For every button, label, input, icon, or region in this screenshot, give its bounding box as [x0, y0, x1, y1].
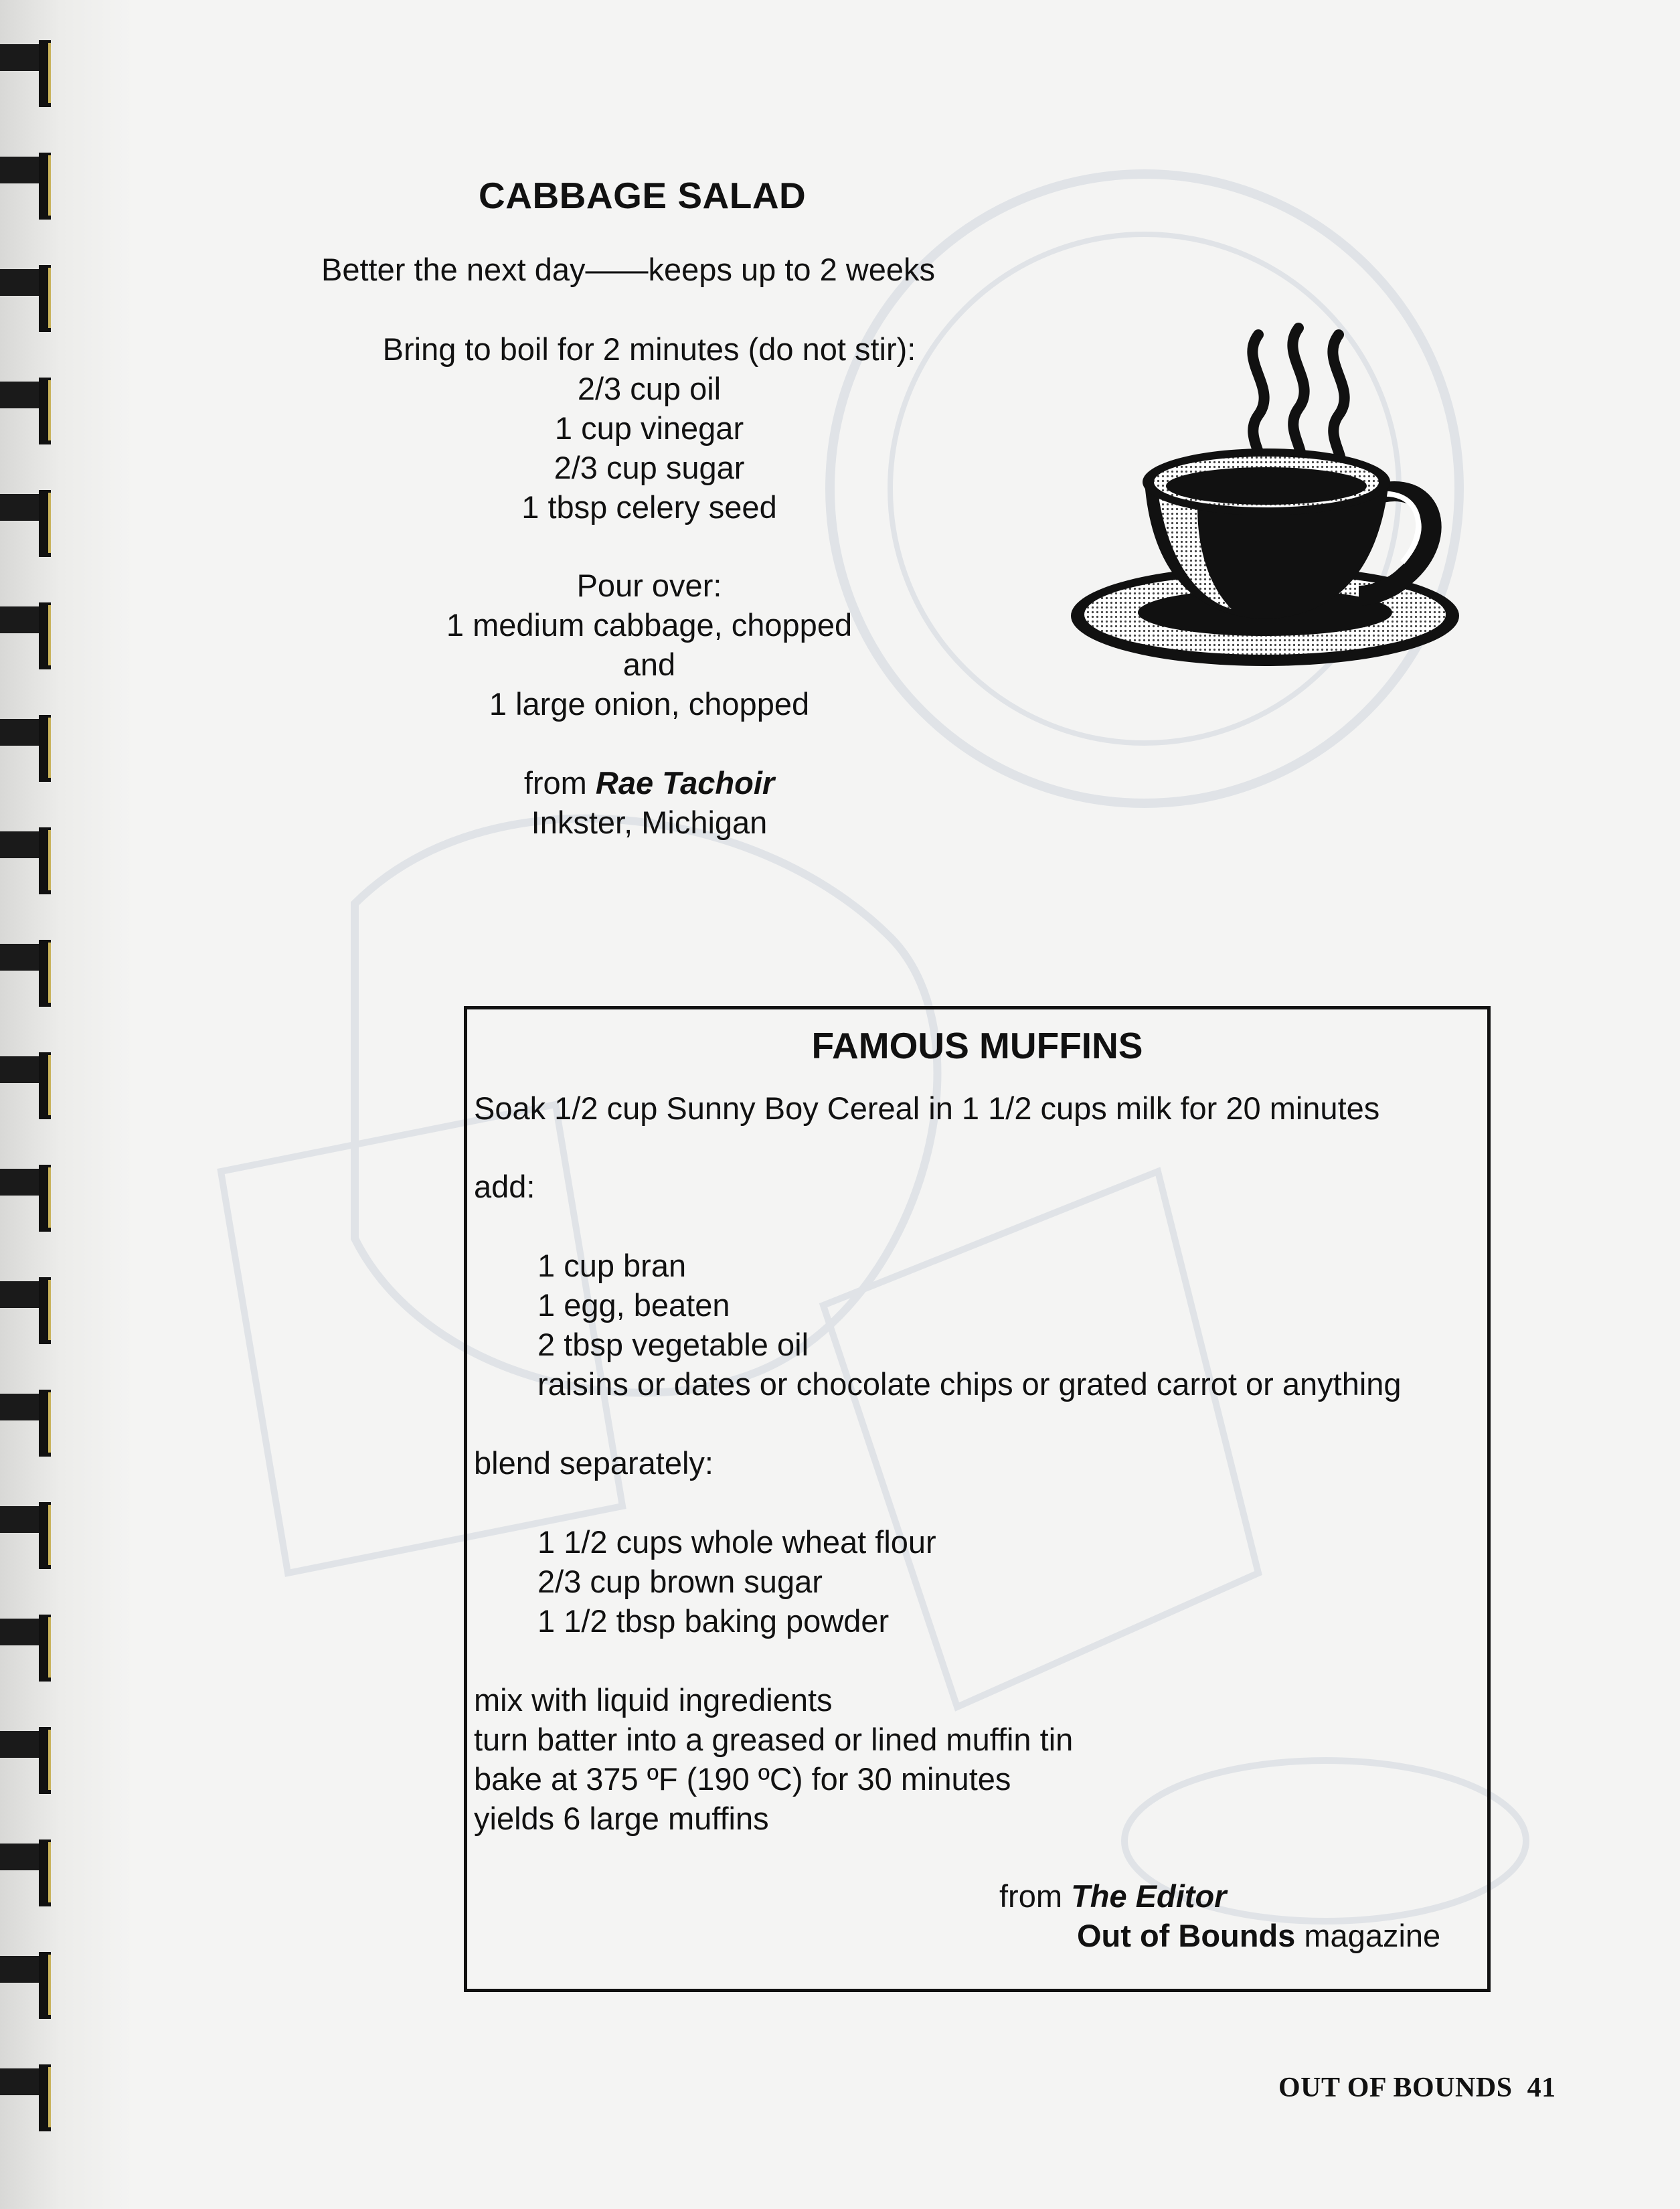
publication-line: [1077, 1916, 1440, 1955]
add-item: 1 egg, beaten: [537, 1287, 730, 1323]
blend-item: 2/3 cup brown sugar: [537, 1564, 823, 1599]
binding-ring: [0, 827, 51, 894]
binding-ring: [0, 602, 51, 669]
from-label: from: [523, 765, 587, 801]
muffins-credit-line: [999, 1876, 1226, 1916]
ingredient-line: 1 cup vinegar: [554, 410, 744, 446]
binding-ring: [0, 1502, 51, 1569]
binding-ring: [0, 1952, 51, 2019]
binding-ring: [0, 1165, 51, 1232]
binding-ring: [0, 715, 51, 782]
cabbage-salad-note: Better the next day——keeps up to 2 weeks: [321, 252, 936, 287]
famous-muffins-recipe: [464, 1006, 1491, 1992]
binding-ring: [0, 153, 51, 220]
muffins-title: FAMOUS MUFFINS: [811, 1025, 1143, 1066]
add-item: 2 tbsp vegetable oil: [537, 1327, 809, 1362]
credit-line: [281, 763, 1017, 803]
boil-section: [281, 329, 1017, 527]
spiral-binding: [0, 0, 60, 2209]
ingredient-line: and: [622, 647, 676, 682]
binding-ring: [0, 1727, 51, 1794]
pour-intro: Pour over:: [576, 568, 722, 603]
publication-name: Out of Bounds: [1077, 1918, 1296, 1953]
add-item: raisins or dates or chocolate chips or grated carrot or anything: [537, 1366, 1402, 1402]
footer-title: OUT OF BOUNDS: [1278, 2072, 1513, 2103]
author-location: Inkster, Michigan: [531, 805, 768, 840]
ingredient-line: 1 large onion, chopped: [489, 686, 810, 722]
boil-intro: Bring to boil for 2 minutes (do not stir):: [382, 331, 916, 367]
step-line: turn batter into a greased or lined muffin tin: [474, 1722, 1074, 1757]
publication-suffix: magazine: [1304, 1918, 1441, 1953]
ingredient-line: 1 tbsp celery seed: [521, 489, 777, 525]
binding-ring: [0, 2064, 51, 2131]
from-label: from: [999, 1878, 1062, 1914]
coffee-cup-icon: [1058, 315, 1486, 696]
cabbage-credit: [281, 763, 1017, 842]
ingredient-line: 1 medium cabbage, chopped: [446, 607, 853, 643]
binding-ring: [0, 378, 51, 444]
step-line: bake at 375 ºF (190 ºC) for 30 minutes: [474, 1761, 1011, 1797]
binding-ring: [0, 1277, 51, 1344]
pour-section: [281, 566, 1017, 724]
soak-instruction: Soak 1/2 cup Sunny Boy Cereal in 1 1/2 cups milk for 20 minutes: [474, 1090, 1380, 1126]
binding-ring: [0, 40, 51, 107]
author-name: The Editor: [1071, 1878, 1227, 1914]
binding-ring: [0, 265, 51, 332]
cabbage-salad-title: CABBAGE SALAD: [479, 175, 807, 216]
binding-ring: [0, 940, 51, 1007]
page-footer: [1278, 2072, 1556, 2104]
author-name: Rae Tachoir: [595, 765, 775, 801]
blend-item: 1 1/2 tbsp baking powder: [537, 1603, 890, 1639]
step-line: mix with liquid ingredients: [474, 1682, 833, 1718]
binding-ring: [0, 1052, 51, 1119]
step-line: yields 6 large muffins: [474, 1801, 769, 1836]
binding-ring: [0, 1390, 51, 1457]
blend-item: 1 1/2 cups whole wheat flour: [537, 1524, 936, 1560]
ingredient-line: 2/3 cup sugar: [554, 450, 745, 485]
add-label: add:: [474, 1169, 535, 1204]
add-item: 1 cup bran: [537, 1248, 687, 1283]
ingredient-line: 2/3 cup oil: [577, 371, 722, 406]
binding-ring: [0, 490, 51, 557]
blend-label: blend separately:: [474, 1445, 713, 1481]
page-number: 41: [1527, 2072, 1556, 2103]
binding-ring: [0, 1839, 51, 1906]
binding-ring: [0, 1615, 51, 1682]
